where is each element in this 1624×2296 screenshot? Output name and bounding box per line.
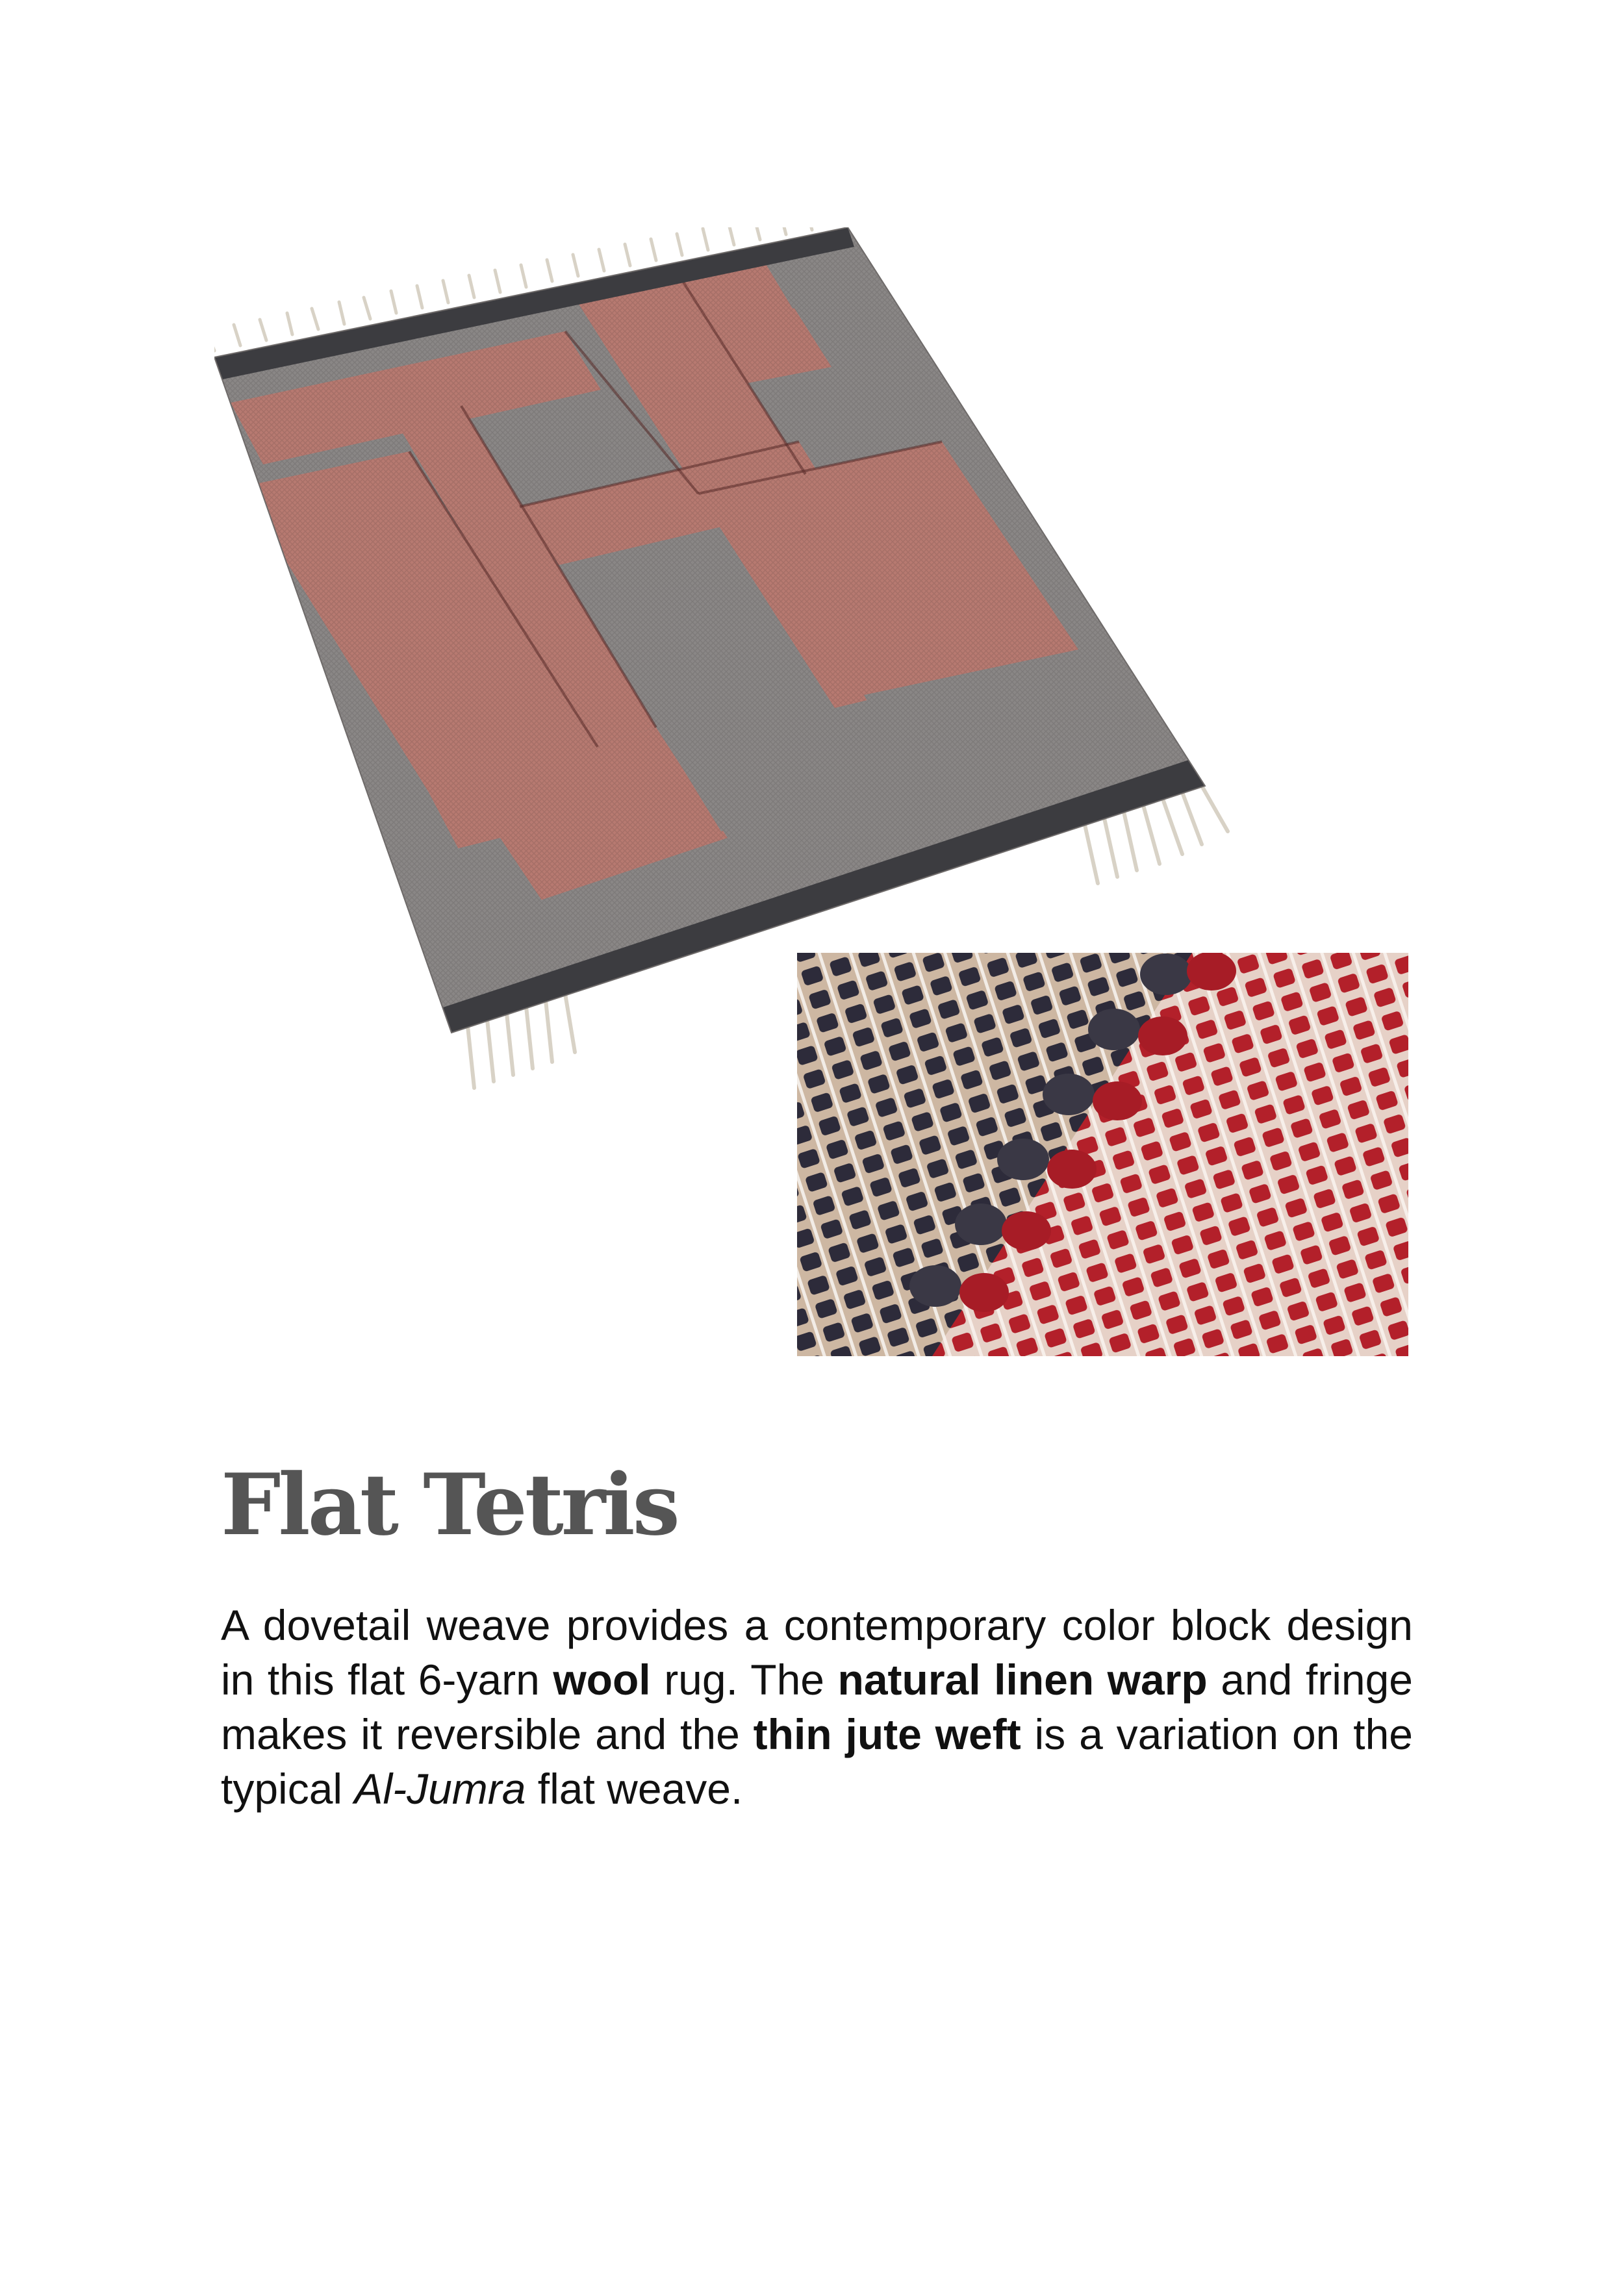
product-description: A dovetail weave provides a contemporary color block design in this flat 6-yarn wool rug. The natural linen warp and fringe makes it reversible and the thin jute weft is a variation on the typical Al-Jumra flat weave. (221, 1601, 1413, 1813)
product-title: Flat Tetris (221, 1455, 678, 1554)
weave-detail-photo (789, 945, 1416, 1364)
